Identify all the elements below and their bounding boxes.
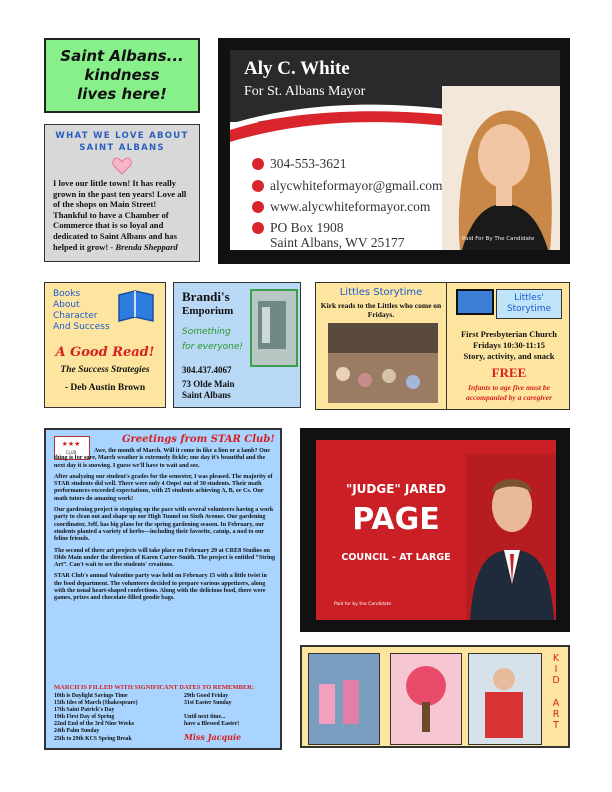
- kid-art-boy-photo: [468, 653, 542, 745]
- date-item: 31st Easter Sunday: [184, 700, 232, 707]
- city-text: Saint Albans, WV 25177: [270, 235, 405, 250]
- date-item: 22nd End of the 3rd Nine Weeks: [54, 721, 135, 728]
- storytime-details: First Presbyterian Church Fridays 10:30-11:15 Story, activity, and snack: [460, 329, 557, 361]
- storytime-photo: [328, 323, 438, 403]
- star-paragraph: After analyzing our student's grades for the semester, I was pleased. The majority of STAR students did well. There were only 4 Oops! out of 30 students. Their math performances exceeded expectations, with 25 students achieving A, B, or Cs. Our math tutors do amazing work!: [54, 473, 273, 502]
- love-text: [53, 178, 191, 252]
- candidate-photo: [466, 454, 556, 620]
- location-icon: [252, 222, 264, 234]
- storytime-logo: [456, 289, 494, 315]
- po-line: [252, 220, 344, 236]
- web-line: [252, 199, 430, 215]
- star-club-newsletter: [44, 428, 282, 750]
- heart-icon: [112, 157, 132, 175]
- storefront-photo: [250, 289, 298, 367]
- date-item: 25th to 29th KCS Spring Break: [54, 735, 132, 742]
- aly-business-card: [230, 50, 560, 250]
- date-item: 15th Ides of March (Shakespeare): [54, 700, 138, 707]
- candidate-photo: [442, 86, 560, 250]
- aly-white-ad: [218, 38, 570, 264]
- email-text: alycwhiteformayor@gmail.com: [270, 178, 443, 193]
- candidate-subtitle: For St. Albans Mayor: [244, 84, 366, 99]
- what-we-love-box: [44, 124, 200, 262]
- star-signature: Miss Jacquie: [184, 732, 242, 742]
- globe-icon: [252, 201, 264, 213]
- date-item: 10th is Daylight Savings Time: [54, 693, 128, 699]
- page-ad-paid: Paid for by the Candidate: [334, 602, 392, 607]
- page-ad-office: COUNCIL - AT LARGE: [341, 552, 451, 563]
- page-ad-name: PAGE: [352, 502, 440, 537]
- phone-text: 304-553-3621: [270, 156, 347, 171]
- po-text: PO Box 1908: [270, 220, 344, 235]
- book-icon: [115, 289, 157, 325]
- email-icon: [252, 180, 264, 192]
- phone-line: [252, 156, 347, 172]
- page-ad-card: [316, 440, 556, 620]
- candidate-name: Aly C. White: [244, 58, 350, 79]
- email-line: [252, 178, 443, 194]
- date-item: 29th Good Friday: [184, 693, 229, 699]
- svg-text:CLUB: CLUB: [65, 450, 77, 455]
- books-box: [44, 282, 166, 408]
- kid-art-photo: [308, 653, 380, 745]
- shop-address: 73 Olde Main Saint Albans: [182, 379, 235, 400]
- shop-phone: 304.437.4067: [182, 365, 232, 375]
- shop-name-1: Brandi's: [182, 289, 230, 304]
- dates-right-list: [184, 693, 278, 728]
- storytime-title: Littles Storytime: [339, 287, 423, 298]
- svg-text:★★★: ★★★: [61, 440, 81, 448]
- love-quote: I love our little town! It has really grown in the past ten years! Love all of the shops on Main Street! Thankful to have a Chamber of Commerce that is so loyal and dedicated to Saint Albans and has helped it grow!: [53, 178, 187, 252]
- good-read-text: A Good Read!: [55, 345, 155, 360]
- closing-line: have a Blessed Easter!: [184, 721, 240, 728]
- storytime-desc: Kirk reads to the Littles who come on Fridays.: [320, 301, 442, 319]
- kid-art-box: [300, 645, 570, 748]
- web-text: www.alycwhiteformayor.com: [270, 199, 431, 214]
- storytime-divider: [446, 283, 447, 409]
- storytime-logo-title: Littles' Storytime: [496, 289, 562, 319]
- star-body: [54, 448, 276, 607]
- slogan-text: Saint Albans... kindness lives here!: [60, 47, 184, 103]
- city-line: [270, 235, 405, 250]
- love-title: WHAT WE LOVE ABOUT SAINT ALBANS: [55, 131, 189, 153]
- date-item: [184, 707, 278, 714]
- brandis-emporium-box: [173, 282, 301, 408]
- shop-slogan: Something for everyone!: [182, 327, 244, 352]
- phone-icon: [252, 158, 264, 170]
- star-greeting: Greetings from STAR Club!: [122, 434, 275, 445]
- books-title: Books About Character And Success: [53, 289, 110, 332]
- free-label: FREE: [491, 365, 527, 380]
- date-item: 24th Palm Sunday: [54, 728, 100, 735]
- kid-art-label: K I D A R T: [552, 653, 560, 732]
- date-item: 17th Saint Patrick's Day: [54, 707, 115, 714]
- shop-name-2: Emporium: [182, 305, 234, 317]
- kid-art-heart-tree: [390, 653, 462, 745]
- storytime-box: [315, 282, 570, 410]
- page-ad-line1: "JUDGE" JARED: [345, 482, 447, 496]
- love-signature: - Brenda Sheppard: [110, 241, 178, 252]
- star-paragraph: Our gardening project is stepping up the pace with several volunteers having a work party to clean out and shape up our High Tunnel on Sixth Avenue. Our gardening coordinator, Jeff, has big plans for the spring gardening season. In February, our students planted a variety of herbs—including their favorite, catnip, a nod to our feline friends.: [54, 507, 274, 543]
- closing-line: Until next time...: [184, 714, 226, 721]
- dates-heading: MARCH IS FILLED WITH SIGNIFICANT DATES TO REMEMBER:: [54, 684, 255, 691]
- star-paragraph: Awe, the month of March. Will it come in like a lion or a lamb? One thing is for sure, March weather is extremely fickle; one day it's beautiful and the next day it is snowing. I guess we'll have to wait and see.: [54, 448, 270, 469]
- date-item: 19th First Day of Spring: [54, 714, 115, 721]
- caregiver-warning: Infants to age five must be accompanied by a caregiver: [465, 383, 552, 402]
- jared-page-ad: [300, 428, 570, 632]
- book-author: - Deb Austin Brown: [64, 383, 146, 393]
- book-title: The Success Strategies: [60, 365, 150, 375]
- slogan-box: [44, 38, 200, 113]
- dates-left-list: [54, 693, 184, 743]
- paid-for-text: Paid For By The Candidate: [462, 236, 535, 242]
- star-paragraph: STAR Club's annual Valentine party was held on February 15 with a little twist in the food department. The volunteers decided to prepare various appetizers, along with the usual heart-shaped confections. Along with the delicious food, there were games, prizes and chocolate-filled goodie bags.: [54, 573, 267, 602]
- star-paragraph: The second of three art projects will take place on February 29 at CRE8 Studios on Olde Main under the direction of Karen Carter-Smith. The project is entitled “String Art”. Can't wait to see the students' creations.: [54, 547, 276, 569]
